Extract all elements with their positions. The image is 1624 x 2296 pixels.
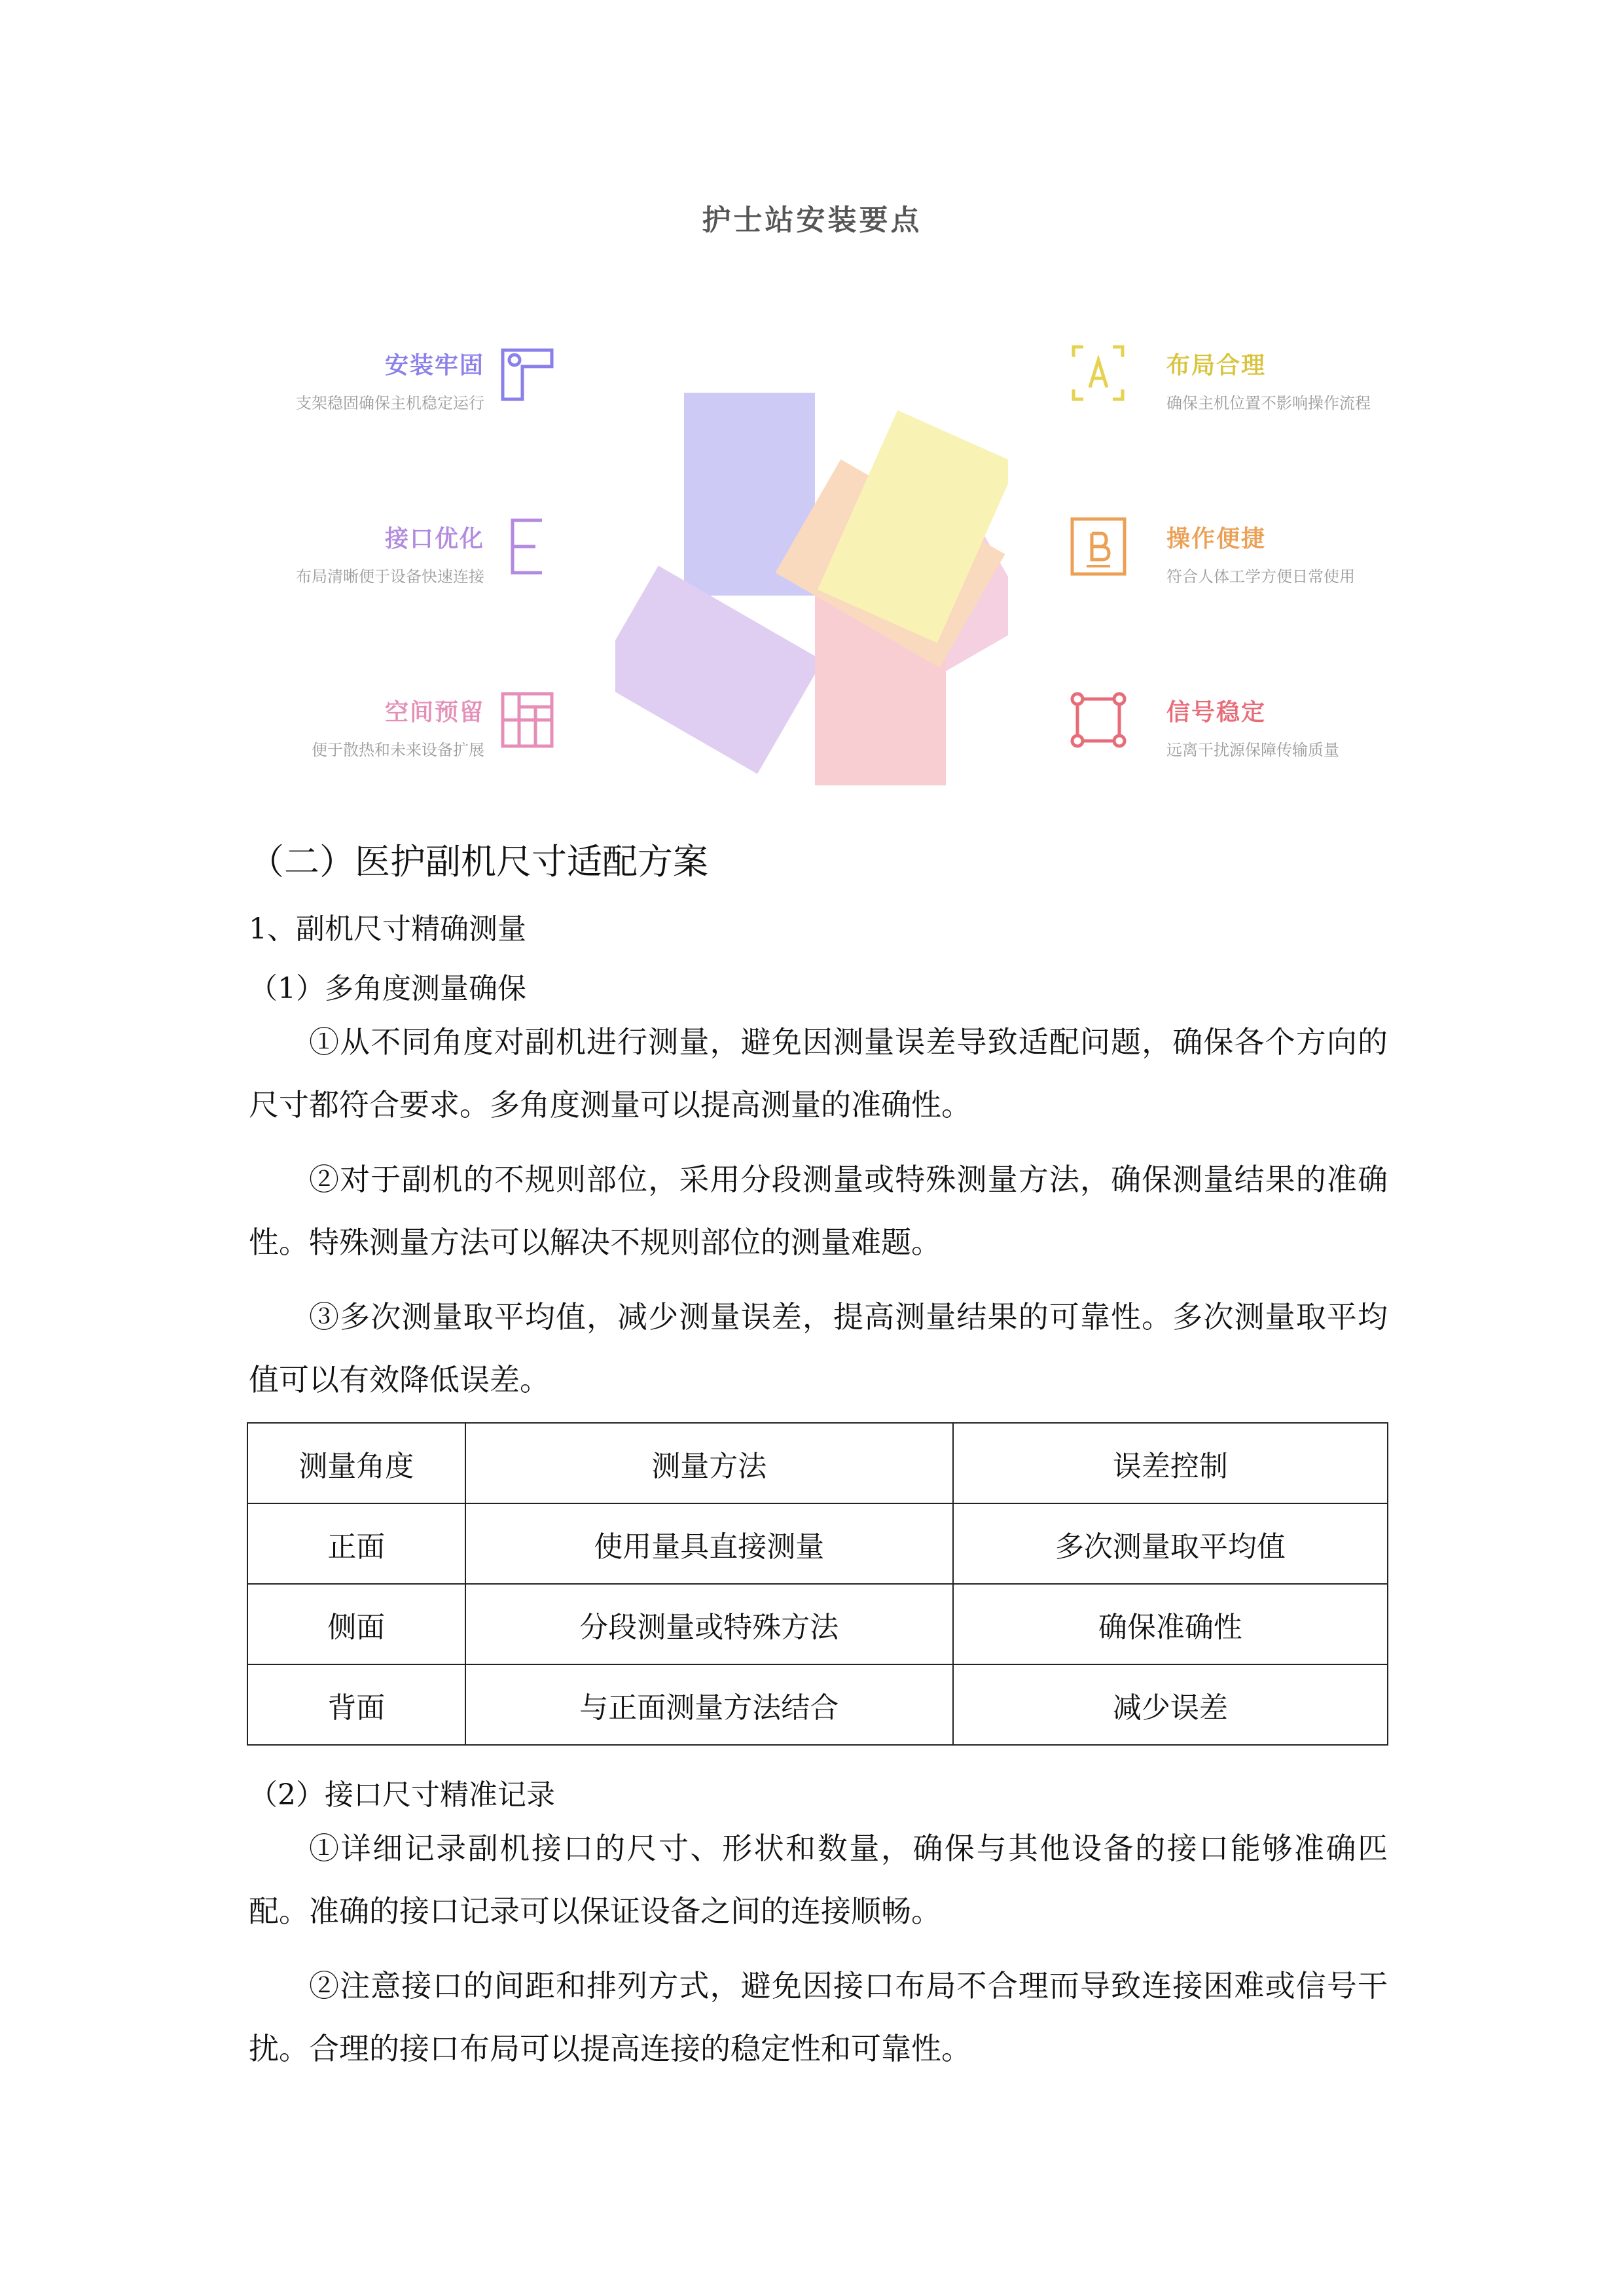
- item-title: 布局合理: [1166, 352, 1267, 379]
- subheading-1-1: （1）多角度测量确保: [249, 972, 526, 1005]
- item-title: 接口优化: [384, 526, 484, 552]
- item-install-firm: [262, 347, 484, 416]
- subheading-1: 1、副机尺寸精确测量: [249, 912, 526, 946]
- item-title: 安装牢固: [384, 352, 484, 379]
- table-cell: 背面: [247, 1664, 465, 1745]
- item-desc: 便于散热和未来设备扩展: [312, 741, 484, 759]
- table-header-cell: 测量角度: [247, 1423, 465, 1503]
- item-desc: 支架稳固确保主机稳定运行: [296, 394, 484, 412]
- paragraph-4: ①详细记录副机接口的尺寸、形状和数量，确保与其他设备的接口能够准确匹配。准确的接口记录可以保证设备之间的连接顺畅。: [249, 1831, 1388, 1929]
- item-title: 信号稳定: [1166, 699, 1267, 726]
- item-interface-optimize: [262, 520, 484, 589]
- table-cell: 与正面测量方法结合: [465, 1664, 953, 1745]
- bracket-icon: [496, 340, 559, 406]
- table-row: [247, 1664, 1388, 1745]
- item-space-reserve: [262, 694, 484, 762]
- table-cell: 分段测量或特殊方法: [465, 1584, 953, 1664]
- paragraph-2: ②对于副机的不规则部位，采用分段测量或特殊测量方法，确保测量结果的准确性。特殊测量方法可以解决不规则部位的测量难题。: [249, 1162, 1388, 1260]
- pinwheel-graphic: [615, 367, 1008, 798]
- item-desc: 符合人体工学方便日常使用: [1166, 567, 1355, 586]
- section-heading: （二）医护副机尺寸适配方案: [249, 841, 708, 882]
- table-header-row: [247, 1423, 1388, 1503]
- item-signal-stable: [1166, 694, 1389, 762]
- table-header-cell: 误差控制: [953, 1423, 1388, 1503]
- subheading-1-2: （2）接口尺寸精准记录: [249, 1778, 555, 1812]
- table-cell: 减少误差: [953, 1664, 1388, 1745]
- table-cell: 多次测量取平均值: [953, 1503, 1388, 1584]
- table-cell: 确保准确性: [953, 1584, 1388, 1664]
- item-title: 空间预留: [384, 699, 484, 726]
- grid-window-icon: [496, 687, 559, 753]
- paragraph-1: ①从不同角度对副机进行测量，避免因测量误差导致适配问题，确保各个方向的尺寸都符合要求。多角度测量可以提高测量的准确性。: [249, 1024, 1388, 1122]
- measurement-table: [247, 1422, 1388, 1746]
- item-desc: 布局清晰便于设备快速连接: [296, 567, 484, 586]
- table-cell: 侧面: [247, 1584, 465, 1664]
- table-header-cell: 测量方法: [465, 1423, 953, 1503]
- table-cell: 使用量具直接测量: [465, 1503, 953, 1584]
- petal-violet: [615, 565, 823, 774]
- figure-title: 护士站安装要点: [702, 204, 922, 237]
- table-row: [247, 1503, 1388, 1584]
- item-layout-reasonable: [1166, 347, 1389, 416]
- item-easy-operation: [1166, 520, 1389, 589]
- item-desc: 远离干扰源保障传输质量: [1166, 741, 1339, 759]
- square-nodes-icon: [1067, 687, 1130, 753]
- table-cell: 正面: [247, 1503, 465, 1584]
- letter-b-box-icon: [1067, 514, 1130, 579]
- item-title: 操作便捷: [1166, 526, 1267, 552]
- table-row: [247, 1584, 1388, 1664]
- paragraph-5: ②注意接口的间距和排列方式，避免因接口布局不合理而导致连接困难或信号干扰。合理的接口布局可以提高连接的稳定性和可靠性。: [249, 1968, 1388, 2066]
- letter-a-frame-icon: [1067, 340, 1130, 406]
- item-desc: 确保主机位置不影响操作流程: [1166, 394, 1371, 412]
- letter-e-icon: [496, 514, 559, 579]
- infographic: [0, 0, 1624, 818]
- paragraph-3: ③多次测量取平均值，减少测量误差，提高测量结果的可靠性。多次测量取平均值可以有效降低误差。: [249, 1299, 1388, 1397]
